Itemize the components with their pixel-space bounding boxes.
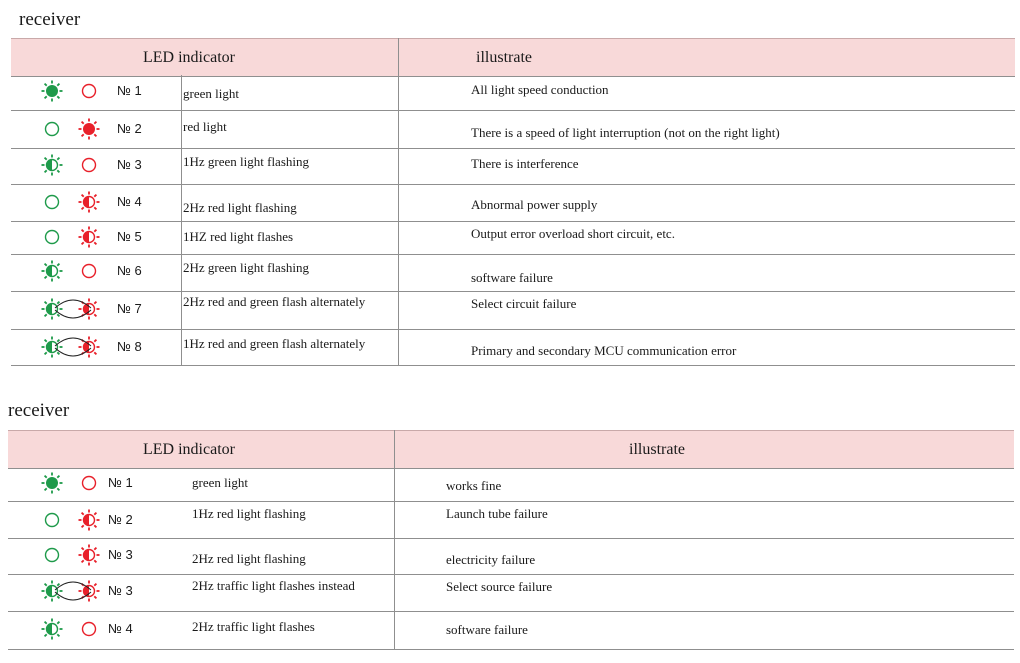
illustrate-text: Select source failure <box>446 579 553 594</box>
red-led-icon <box>76 78 102 104</box>
header-led-indicator: LED indicator <box>143 48 235 66</box>
table-row <box>8 539 1014 575</box>
led-number: № 3 <box>117 157 142 172</box>
led-description: red light <box>183 119 227 134</box>
led-table-1 <box>11 38 1015 366</box>
red-led-icon <box>76 616 102 642</box>
table-row <box>11 111 1015 149</box>
red-led-icon <box>76 542 102 568</box>
led-description: 2Hz traffic light flashes instead <box>192 578 355 593</box>
table-row <box>8 612 1014 650</box>
alternate-arc-icon <box>53 294 93 329</box>
led-table-2 <box>8 430 1014 650</box>
led-description: 2Hz red light flashing <box>192 551 306 566</box>
illustrate-text: Abnormal power supply <box>471 197 598 212</box>
illustrate-text: Launch tube failure <box>446 506 548 521</box>
table-row <box>8 502 1014 539</box>
led-number: № 4 <box>108 621 133 636</box>
illustrate-text: There is a speed of light interruption (not on the right light) <box>471 125 780 140</box>
red-led-icon <box>76 258 102 284</box>
table-row <box>11 255 1015 292</box>
led-number: № 2 <box>108 511 133 527</box>
led-description: 1Hz red light flashing <box>192 506 306 521</box>
table-row <box>8 575 1014 612</box>
section-title-1: receiver <box>19 9 81 30</box>
led-description: 2Hz traffic light flashes <box>192 619 315 634</box>
illustrate-text: electricity failure <box>446 552 536 567</box>
illustrate-text: software failure <box>471 270 553 285</box>
header-led-indicator: LED indicator <box>143 440 235 458</box>
illustrate-text: Output error overload short circuit, etc. <box>471 226 675 241</box>
green-led-icon <box>39 470 65 496</box>
table-row <box>11 149 1015 185</box>
led-description: 2Hz red light flashing <box>183 200 297 215</box>
row-divider <box>8 649 1014 650</box>
header-illustrate: illustrate <box>629 440 685 458</box>
led-number: № 7 <box>117 301 142 316</box>
led-description: 1HZ red light flashes <box>183 229 294 244</box>
alternate-arc-icon <box>53 332 93 367</box>
green-led-icon <box>39 224 65 250</box>
illustrate-text: Primary and secondary MCU communication error <box>471 343 737 358</box>
led-number: № 3 <box>108 547 133 562</box>
illustrate-text: Select circuit failure <box>471 296 577 311</box>
table-row <box>11 292 1015 330</box>
header-illustrate: illustrate <box>476 48 532 66</box>
led-number: № 6 <box>117 262 142 278</box>
red-led-icon <box>76 152 102 178</box>
illustrate-text: All light speed conduction <box>471 82 609 97</box>
table-header <box>11 38 1015 77</box>
red-led-icon <box>76 189 102 215</box>
led-description: 1Hz red and green flash alternately <box>183 336 366 351</box>
green-led-icon <box>39 258 65 284</box>
table-row <box>11 75 1015 111</box>
illustrate-text: software failure <box>446 622 528 637</box>
green-led-icon <box>39 189 65 215</box>
green-led-icon <box>39 542 65 568</box>
table-row <box>11 330 1015 366</box>
table-row <box>11 185 1015 222</box>
table-row <box>11 222 1015 255</box>
led-number: № 1 <box>117 83 142 98</box>
table-row <box>8 467 1014 502</box>
led-description: green light <box>183 86 239 101</box>
green-led-icon <box>39 507 65 533</box>
table-header <box>8 430 1014 469</box>
illustrate-text: There is interference <box>471 156 579 171</box>
illustrate-text: works fine <box>446 478 502 493</box>
red-led-icon <box>76 224 102 250</box>
led-description: 2Hz green light flashing <box>183 260 309 275</box>
led-number: № 1 <box>108 474 133 490</box>
green-led-icon <box>39 78 65 104</box>
red-led-icon <box>76 507 102 533</box>
led-number: № 4 <box>117 193 142 209</box>
led-description: 1Hz green light flashing <box>183 154 309 169</box>
red-led-icon <box>76 470 102 496</box>
led-number: № 5 <box>117 228 142 244</box>
green-led-icon <box>39 616 65 642</box>
led-number: № 2 <box>117 121 142 136</box>
red-led-icon <box>76 116 102 142</box>
led-description: green light <box>192 475 248 490</box>
led-number: № 3 <box>108 582 133 598</box>
green-led-icon <box>39 152 65 178</box>
alternate-arc-icon <box>53 576 93 611</box>
led-description: 2Hz red and green flash alternately <box>183 294 366 309</box>
row-divider <box>11 365 1015 366</box>
green-led-icon <box>39 116 65 142</box>
led-number: № 8 <box>117 339 142 354</box>
section-title-2: receiver <box>8 400 70 421</box>
